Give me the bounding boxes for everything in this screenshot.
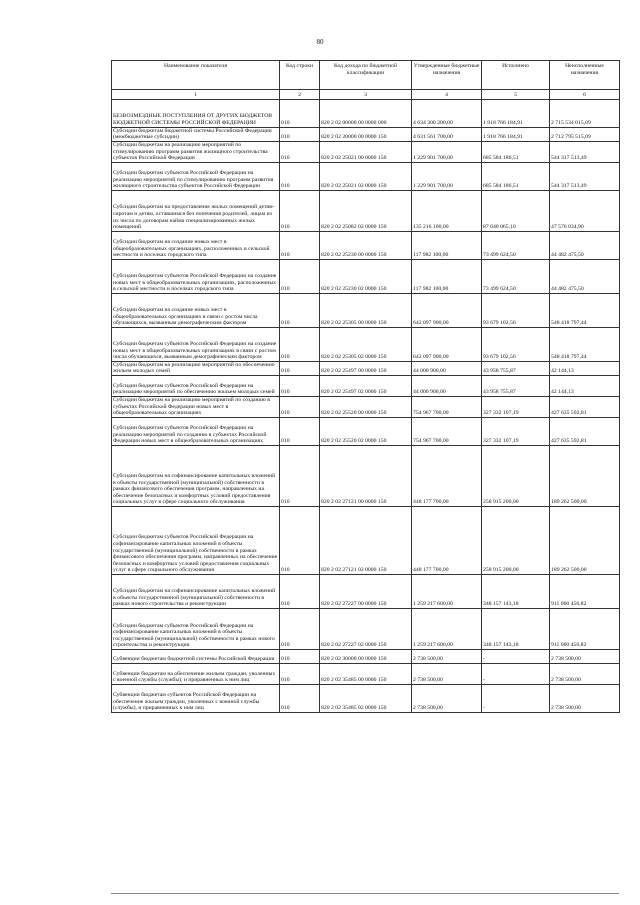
row-unexecuted: 427 635 592,81 xyxy=(550,417,620,445)
row-name: Субсидии бюджетам на софинансирование капитальных вложений в объекты государственной (муниципальной) собственности в рамках финансового обеспечения программ, направленных на обеспечение безопасных и комфортных условий предоставления социальных услуг в сфере социального обслуживания xyxy=(112,445,280,506)
table-row xyxy=(112,574,620,608)
row-executed: - xyxy=(482,649,550,663)
row-executed: 43 958 755,87 xyxy=(482,375,550,396)
row-name: Субвенции бюджетам на обеспечение жильем граждан, уволенных с военной службы (службы), и приравненных к ним лиц xyxy=(112,663,280,684)
row-name: Субсидии бюджетам на предоставление жилых помещений детям-сиротам и детям, оставшимся без попечения родителей, лицам из их числа по договорам найма специализированных жилых помещений xyxy=(112,190,280,231)
row-line-code: 010 xyxy=(280,396,320,417)
row-approved: 642 097 900,00 xyxy=(412,293,482,327)
table-row xyxy=(112,445,620,506)
table-row xyxy=(112,99,620,127)
row-approved: 1 229 901 700,00 xyxy=(412,162,482,190)
header-row xyxy=(112,61,620,90)
row-executed: 327 332 107,19 xyxy=(482,396,550,417)
row-executed: 327 332 107,19 xyxy=(482,417,550,445)
table-row xyxy=(112,162,620,190)
row-name: Субсидии бюджетам на создание новых мест в общеобразовательных организациях, расположенных в сельской местности и поселках городского типа xyxy=(112,231,280,259)
row-executed: 93 679 102,56 xyxy=(482,293,550,327)
page-number: 80 xyxy=(316,38,324,46)
row-unexecuted: 548 418 797,44 xyxy=(550,327,620,361)
row-budget-code: 820 2 02 25305 00 0000 150 xyxy=(320,293,412,327)
row-executed: 93 679 102,56 xyxy=(482,327,550,361)
row-approved: 117 982 100,00 xyxy=(412,259,482,293)
row-name: Субсидии бюджетам на софинансирование капитальных вложений в объекты государственной (муниципальной) собственности в рамках нового строительства и реконструкции xyxy=(112,574,280,608)
row-line-code: 010 xyxy=(280,663,320,684)
row-budget-code: 820 2 02 25497 00 0000 150 xyxy=(320,361,412,375)
row-unexecuted: 427 635 592,81 xyxy=(550,396,620,417)
row-line-code: 010 xyxy=(280,141,320,162)
column-number: 4 xyxy=(412,90,482,100)
row-approved: 2 738 500,00 xyxy=(412,649,482,663)
row-executed: 258 915 200,00 xyxy=(482,445,550,506)
row-executed: 1 918 766 184,91 xyxy=(482,127,550,141)
row-executed: - xyxy=(482,684,550,712)
row-budget-code: 820 2 02 35485 02 0000 150 xyxy=(320,684,412,712)
table-row xyxy=(112,375,620,396)
table-row xyxy=(112,259,620,293)
row-executed: 73 499 624,50 xyxy=(482,259,550,293)
row-budget-code: 820 2 02 25520 00 0000 150 xyxy=(320,396,412,417)
row-approved: 448 177 700,00 xyxy=(412,445,482,506)
row-budget-code: 820 2 02 25021 00 0000 150 xyxy=(320,141,412,162)
row-name: Субсидии бюджетам субъектов Российской Федерации на создание новых мест в общеобразовательных организациях в связи с ростом числа обучающихся, вызванным демографическим фактором xyxy=(112,327,280,361)
row-budget-code: 820 2 02 27227 00 0000 150 xyxy=(320,574,412,608)
row-line-code: 010 xyxy=(280,259,320,293)
row-budget-code: 820 2 02 25230 00 0000 150 xyxy=(320,231,412,259)
row-name: Субвенции бюджетам бюджетной системы Российской Федерации xyxy=(112,649,280,663)
row-approved: 448 177 700,00 xyxy=(412,506,482,574)
table-row xyxy=(112,231,620,259)
row-budget-code: 820 2 02 27121 00 0000 150 xyxy=(320,445,412,506)
table-row xyxy=(112,649,620,663)
row-line-code: 010 xyxy=(280,684,320,712)
header-approved: Утвержденные бюджетные назначения xyxy=(412,61,482,90)
table-row xyxy=(112,141,620,162)
header-line-code: Код строки xyxy=(280,61,320,90)
row-executed: 685 584 186,51 xyxy=(482,162,550,190)
row-unexecuted: 2 738 500,00 xyxy=(550,684,620,712)
row-unexecuted: 44 482 475,50 xyxy=(550,259,620,293)
row-name: Субсидии бюджетам на реализацию мероприятий по стимулированию программ развития жилищного строительства субъектов Российской Федерации xyxy=(112,141,280,162)
table-row xyxy=(112,684,620,712)
row-executed: 1 918 766 184,91 xyxy=(482,99,550,127)
table-row xyxy=(112,327,620,361)
table-row xyxy=(112,663,620,684)
row-line-code: 010 xyxy=(280,417,320,445)
row-executed: 73 499 624,50 xyxy=(482,231,550,259)
row-approved: 4 634 300 200,00 xyxy=(412,99,482,127)
table-row xyxy=(112,417,620,445)
table-row xyxy=(112,608,620,649)
row-executed: 258 915 200,00 xyxy=(482,506,550,574)
row-line-code: 010 xyxy=(280,327,320,361)
row-line-code: 010 xyxy=(280,375,320,396)
row-unexecuted: 189 262 500,00 xyxy=(550,506,620,574)
column-number: 5 xyxy=(482,90,550,100)
row-unexecuted: 44 482 475,50 xyxy=(550,231,620,259)
table-row xyxy=(112,127,620,141)
row-approved: 2 738 500,00 xyxy=(412,684,482,712)
row-budget-code: 820 2 02 30000 00 0000 150 xyxy=(320,649,412,663)
table-row xyxy=(112,361,620,375)
row-budget-code: 820 2 02 27227 02 0000 150 xyxy=(320,608,412,649)
row-budget-code: 820 2 02 25021 02 0000 150 xyxy=(320,162,412,190)
row-unexecuted: 2 738 500,00 xyxy=(550,663,620,684)
table-row xyxy=(112,293,620,327)
row-line-code: 010 xyxy=(280,293,320,327)
row-budget-code: 820 2 02 25497 02 0000 150 xyxy=(320,375,412,396)
row-approved: 44 000 900,00 xyxy=(412,361,482,375)
row-executed: 685 584 186,51 xyxy=(482,141,550,162)
row-executed: - xyxy=(482,663,550,684)
row-budget-code: 820 2 02 27121 02 0000 150 xyxy=(320,506,412,574)
row-name: БЕЗВОЗМЕЗДНЫЕ ПОСТУПЛЕНИЯ ОТ ДРУГИХ БЮДЖЕТОВ БЮДЖЕТНОЙ СИСТЕМЫ РОССИЙСКОЙ ФЕДЕРАЦИИ xyxy=(112,99,280,127)
row-unexecuted: 544 317 513,49 xyxy=(550,162,620,190)
header-budget-code: Код дохода по бюджетной классификации xyxy=(320,61,412,90)
row-approved: 1 229 901 700,00 xyxy=(412,141,482,162)
row-unexecuted: 189 262 500,00 xyxy=(550,445,620,506)
header-executed: Исполнено xyxy=(482,61,550,90)
row-budget-code: 820 2 02 25082 02 0000 150 xyxy=(320,190,412,231)
row-approved: 117 982 100,00 xyxy=(412,231,482,259)
row-line-code: 010 xyxy=(280,127,320,141)
row-unexecuted: 911 060 456,82 xyxy=(550,574,620,608)
row-approved: 754 967 700,00 xyxy=(412,396,482,417)
row-approved: 44 000 900,00 xyxy=(412,375,482,396)
row-budget-code: 820 2 02 35485 00 0000 150 xyxy=(320,663,412,684)
row-unexecuted: 42 144,13 xyxy=(550,375,620,396)
row-name: Субсидии бюджетам на реализацию мероприятий по обеспечению жильем молодых семей xyxy=(112,361,280,375)
row-approved: 4 631 561 700,00 xyxy=(412,127,482,141)
row-line-code: 010 xyxy=(280,574,320,608)
row-line-code: 010 xyxy=(280,190,320,231)
row-name: Субвенции бюджетам субъектов Российской Федерации на обеспечение жильем граждан, уволенных с военной службы (службы), и приравненных к ним лиц xyxy=(112,684,280,712)
footer-divider xyxy=(111,893,619,894)
row-executed: 87 640 065,10 xyxy=(482,190,550,231)
row-name: Субсидии бюджетам бюджетной системы Российской Федерации (межбюджетные субсидии) xyxy=(112,127,280,141)
table-row xyxy=(112,190,620,231)
row-approved: 135 216 100,00 xyxy=(412,190,482,231)
row-unexecuted: 911 060 456,82 xyxy=(550,608,620,649)
report-table xyxy=(111,60,620,713)
row-budget-code: 820 2 02 25230 02 0000 150 xyxy=(320,259,412,293)
column-number: 1 xyxy=(112,90,280,100)
row-line-code: 010 xyxy=(280,506,320,574)
row-budget-code: 820 2 02 20000 00 0000 150 xyxy=(320,127,412,141)
row-executed: 348 157 143,18 xyxy=(482,608,550,649)
row-line-code: 010 xyxy=(280,445,320,506)
row-name: Субсидии бюджетам на реализацию мероприятий по созданию в субъектах Российской Федерации новых мест в общеобразовательных организациях xyxy=(112,396,280,417)
row-name: Субсидии бюджетам субъектов Российской Федерации на реализацию мероприятий по созданию в субъектах Российской Федерации новых мест в общеобразовательных организациях xyxy=(112,417,280,445)
row-name: Субсидии бюджетам субъектов Российской Федерации на реализацию мероприятий по обеспечению жильем молодых семей xyxy=(112,375,280,396)
column-number: 6 xyxy=(550,90,620,100)
row-unexecuted: 2 715 534 015,09 xyxy=(550,99,620,127)
row-name: Субсидии бюджетам субъектов Российской Федерации на создание новых мест в общеобразовательных организациях, расположенных в сельской местности и поселках городского типа xyxy=(112,259,280,293)
row-name: Субсидии бюджетам субъектов Российской Федерации на софинансирование капитальных вложений в объекты государственной (муниципальной) собственности в рамках финансового обеспечения программ, направленных на обеспечение безопасных и комфортных условий предоставления социальных услуг в сфере социального обслуживания xyxy=(112,506,280,574)
header-name: Наименование показателя xyxy=(112,61,280,90)
row-name: Субсидии бюджетам субъектов Российской Федерации на софинансирование капитальных вложений в объекты государственной (муниципальной) собственности в рамках нового строительства и реконструкции xyxy=(112,608,280,649)
row-line-code: 010 xyxy=(280,361,320,375)
row-line-code: 010 xyxy=(280,608,320,649)
row-approved: 642 097 900,00 xyxy=(412,327,482,361)
column-number: 2 xyxy=(280,90,320,100)
header-unexecuted: Неисполненные назначения xyxy=(550,61,620,90)
row-approved: 1 259 217 600,00 xyxy=(412,608,482,649)
row-line-code: 010 xyxy=(280,649,320,663)
row-approved: 754 967 700,00 xyxy=(412,417,482,445)
row-executed: 43 958 755,87 xyxy=(482,361,550,375)
row-budget-code: 820 2 02 00000 00 0000 000 xyxy=(320,99,412,127)
row-unexecuted: 548 418 797,44 xyxy=(550,293,620,327)
row-unexecuted: 2 712 795 515,09 xyxy=(550,127,620,141)
row-unexecuted: 47 576 034,90 xyxy=(550,190,620,231)
row-line-code: 010 xyxy=(280,231,320,259)
table-row xyxy=(112,396,620,417)
row-executed: 348 157 143,18 xyxy=(482,574,550,608)
row-budget-code: 820 2 02 25520 02 0000 150 xyxy=(320,417,412,445)
row-unexecuted: 544 317 513,49 xyxy=(550,141,620,162)
row-approved: 1 259 217 600,00 xyxy=(412,574,482,608)
table-body xyxy=(112,99,620,712)
row-approved: 2 738 500,00 xyxy=(412,663,482,684)
row-line-code: 010 xyxy=(280,162,320,190)
table-row xyxy=(112,506,620,574)
row-budget-code: 820 2 02 25305 02 0000 150 xyxy=(320,327,412,361)
column-number: 3 xyxy=(320,90,412,100)
column-numbers-row xyxy=(112,90,620,100)
row-name: Субсидии бюджетам на создание новых мест в общеобразовательных организациях в связи с ростом числа обучающихся, вызванным демографическим фактором xyxy=(112,293,280,327)
row-name: Субсидии бюджетам субъектов Российской Федерации на реализацию мероприятий по стимулированию программ развития жилищного строительства субъектов Российской Федерации xyxy=(112,162,280,190)
row-unexecuted: 2 738 500,00 xyxy=(550,649,620,663)
row-unexecuted: 42 144,13 xyxy=(550,361,620,375)
row-line-code: 010 xyxy=(280,99,320,127)
